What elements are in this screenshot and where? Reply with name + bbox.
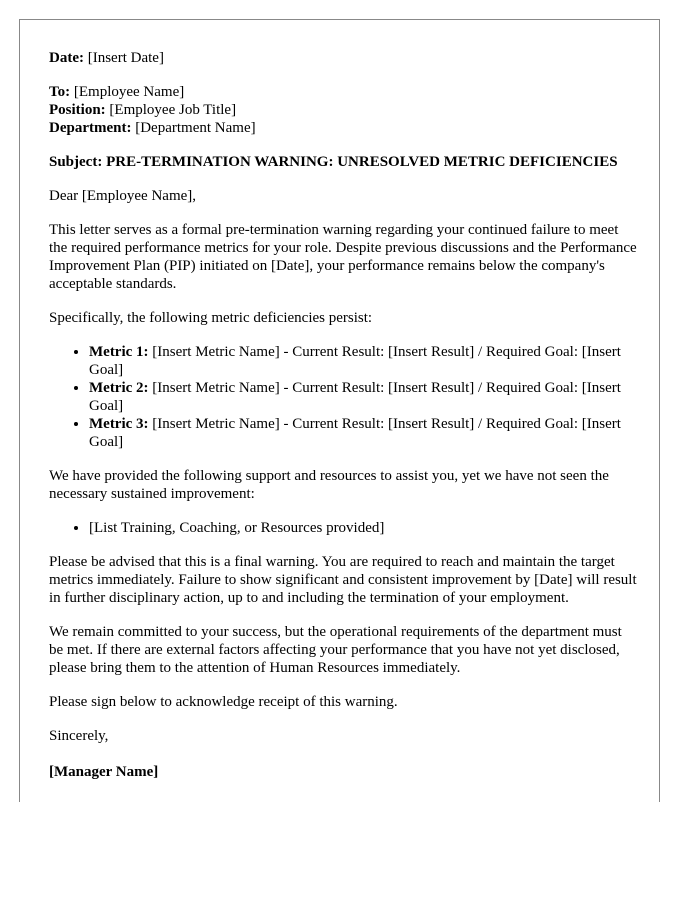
metric-label: Metric 2: bbox=[89, 380, 149, 396]
to-line bbox=[49, 83, 639, 101]
metric-item bbox=[89, 415, 639, 451]
support-list bbox=[49, 519, 639, 537]
subject-text: PRE-TERMINATION WARNING: UNRESOLVED METRIC DEFICIENCIES bbox=[106, 154, 618, 170]
position-label: Position: bbox=[49, 102, 106, 118]
metric-item bbox=[89, 343, 639, 379]
position-line bbox=[49, 101, 639, 119]
date-label: Date: bbox=[49, 50, 84, 66]
recipient-block bbox=[49, 83, 639, 137]
metric-label: Metric 3: bbox=[89, 416, 149, 432]
final-warning-paragraph: Please be advised that this is a final warning. You are required to reach and maintain the target metrics immediately. Failure to show significant and consistent improvement by [Date] will result in further disciplinary action, up to and including the termination of your employment. bbox=[49, 554, 637, 606]
position-value: [Employee Job Title] bbox=[109, 102, 237, 118]
metric-label: Metric 1: bbox=[89, 344, 149, 360]
date-value: [Insert Date] bbox=[87, 50, 164, 66]
letter-body bbox=[49, 49, 639, 797]
metric-text: [Insert Metric Name] - Current Result: [Insert Result] / Required Goal: [Insert Goal] bbox=[89, 380, 621, 414]
acknowledge-paragraph: Please sign below to acknowledge receipt of this warning. bbox=[49, 694, 398, 710]
closing: Sincerely, bbox=[49, 728, 109, 744]
metric-list bbox=[49, 343, 639, 451]
date-line bbox=[49, 49, 639, 67]
signature-name-text: [Manager Name] bbox=[49, 764, 159, 780]
subject-label: Subject: bbox=[49, 154, 103, 170]
to-label: To: bbox=[49, 84, 71, 100]
metric-item bbox=[89, 379, 639, 415]
deficiencies-intro: Specifically, the following metric deficiencies persist: bbox=[49, 310, 373, 326]
signature-name bbox=[49, 763, 639, 781]
subject-line bbox=[49, 153, 639, 171]
department-value: [Department Name] bbox=[135, 120, 256, 136]
support-intro: We have provided the following support and resources to assist you, yet we have not seen the necessary sustained improvement: bbox=[49, 468, 609, 502]
letter-page bbox=[19, 19, 660, 802]
metric-text: [Insert Metric Name] - Current Result: [Insert Result] / Required Goal: [Insert Goal] bbox=[89, 416, 621, 450]
metric-text: [Insert Metric Name] - Current Result: [Insert Result] / Required Goal: [Insert Goal] bbox=[89, 344, 621, 378]
commitment-paragraph: We remain committed to your success, but the operational requirements of the department must be met. If there are external factors affecting your performance that you have not yet disclosed, please bring them to the attention of Human Resources immediately. bbox=[49, 624, 622, 676]
department-label: Department: bbox=[49, 120, 132, 136]
to-value: [Employee Name] bbox=[73, 84, 185, 100]
support-item: • [List Training, Coaching, or Resources provided] bbox=[89, 519, 639, 537]
intro-paragraph: This letter serves as a formal pre-termination warning regarding your continued failure to meet the required performance metrics for your role. Despite previous discussions and the Performance Improvement Plan (PIP) initiated on [Date], your performance remains below the company's acceptable standards. bbox=[49, 222, 637, 292]
salutation: Dear [Employee Name], bbox=[49, 188, 197, 204]
department-line bbox=[49, 119, 639, 137]
